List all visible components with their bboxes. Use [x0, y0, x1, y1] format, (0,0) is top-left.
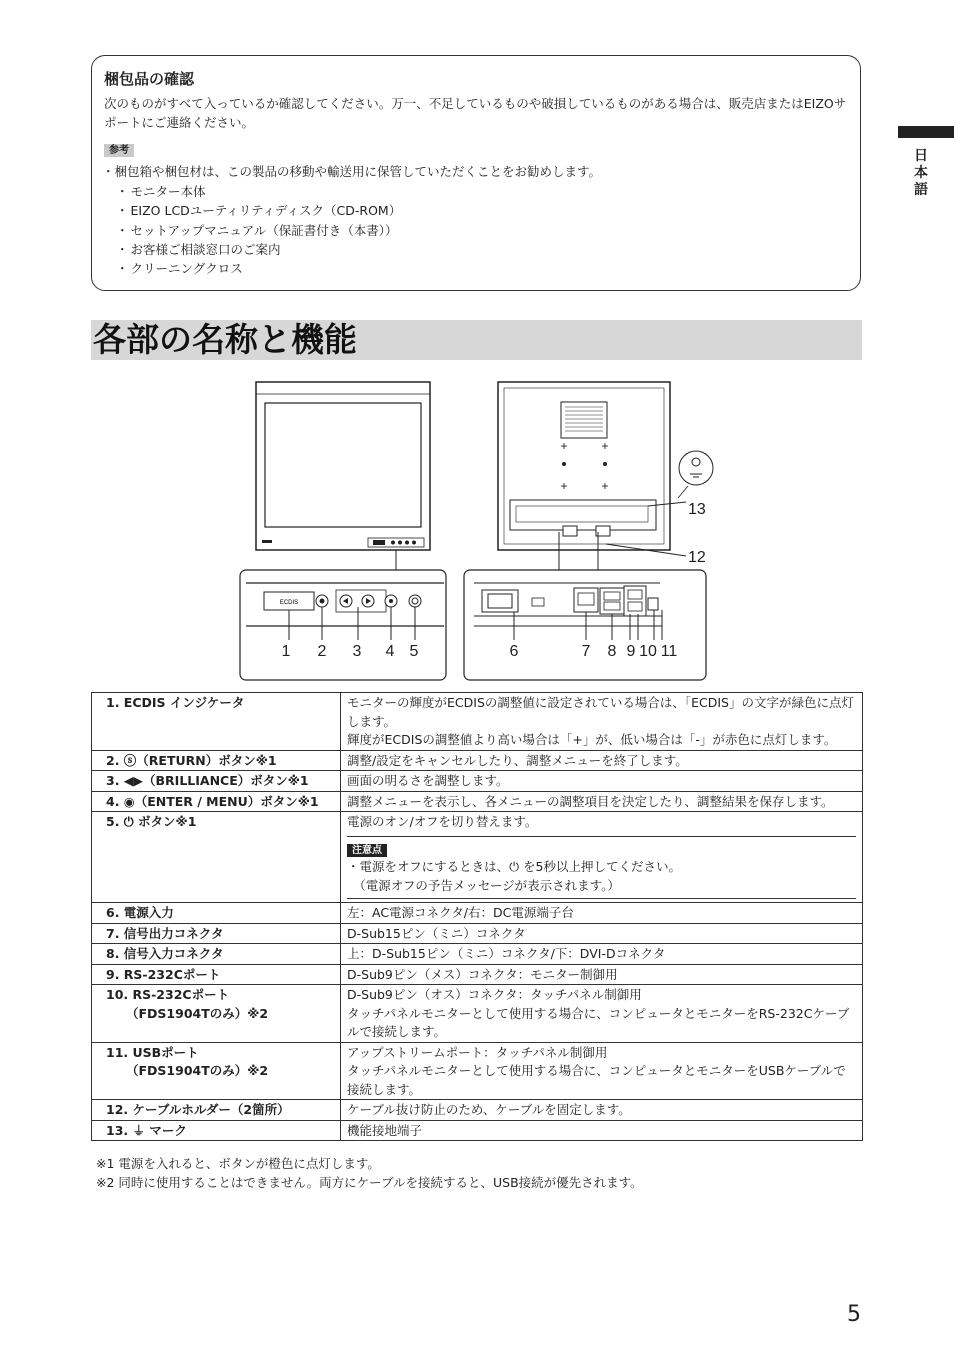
- table-row: [92, 750, 863, 771]
- caution-box: [347, 836, 856, 900]
- callout-10: 10: [639, 643, 657, 660]
- package-item: ・ セットアップマニュアル（保証書付き（本書））: [116, 221, 401, 240]
- callout-11: 11: [660, 643, 678, 660]
- part-name: 3. ◀▶（BRILLIANCE）ボタン※1: [92, 771, 341, 792]
- caution-text: （電源オフの予告メッセージが表示されます。）: [347, 877, 620, 893]
- part-description: [341, 812, 863, 903]
- part-description: ケーブル抜け防止のため、ケーブルを固定します。: [341, 1100, 863, 1121]
- part-name: 12. ケーブルホルダー（2箇所）: [92, 1100, 341, 1121]
- monitor-back-view: [498, 382, 713, 570]
- part-description: 調整/設定をキャンセルしたり、調整メニューを終了します。: [341, 750, 863, 771]
- page-number: 5: [847, 1302, 861, 1327]
- callout-7: 7: [581, 643, 591, 660]
- part-description: 機能接地端子: [341, 1120, 863, 1141]
- part-name: 9. RS-232Cポート: [92, 964, 341, 985]
- callout-13: 13: [688, 501, 706, 518]
- part-name: 13. ⏚ マーク: [92, 1120, 341, 1141]
- parts-table: [91, 692, 863, 1141]
- callout-12: 12: [688, 549, 706, 566]
- part-description: 上：D-Sub15ピン（ミニ）コネクタ/下：DVI-Dコネクタ: [341, 944, 863, 965]
- back-connectors-inset: [464, 570, 706, 680]
- desc-line: 輝度がECDISの調整値より高い場合は「+」が、低い場合は「-」が赤色に点灯します。: [347, 732, 837, 747]
- part-description: 左：AC電源コネクタ/右：DC電源端子台: [341, 903, 863, 924]
- svg-text:+: +: [601, 439, 609, 453]
- desc-line: アップストリームポート：タッチパネル制御用: [347, 1044, 608, 1060]
- note-label: 参考: [104, 144, 134, 157]
- callout-8: 8: [607, 643, 617, 660]
- part-description: 調整メニューを表示し、各メニューの調整項目を決定したり、調整結果を保存します。: [341, 791, 863, 812]
- part-name: [92, 985, 341, 1043]
- part-description: [341, 693, 863, 751]
- desc-line: タッチパネルモニターとして使用する場合に、コンピュータとモニターをUSBケーブルで接続します。: [347, 1063, 846, 1097]
- table-row: [92, 903, 863, 924]
- svg-text:+: +: [560, 479, 568, 493]
- caution-label: 注意点: [347, 844, 387, 857]
- package-item: ・ お客様ご相談窓口のご案内: [116, 240, 401, 259]
- table-row: [92, 1042, 863, 1100]
- footnotes: [96, 1154, 643, 1192]
- package-check-title: 梱包品の確認: [104, 70, 195, 88]
- part-name-line: 11. USBポート: [106, 1044, 199, 1060]
- part-name: 4. ◉（ENTER / MENU）ボタン※1: [92, 791, 341, 812]
- table-row: [92, 944, 863, 965]
- language-tab-bar: [898, 126, 954, 138]
- part-name: 1. ECDIS インジケータ: [92, 693, 341, 751]
- desc-line: D-Sub9ピン（オス）コネクタ：タッチパネル制御用: [347, 987, 642, 1002]
- part-description: [341, 1042, 863, 1100]
- part-name: 5. ⏻ ボタン※1: [92, 812, 341, 903]
- part-name: 7. 信号出力コネクタ: [92, 923, 341, 944]
- monitor-diagram: [238, 378, 718, 684]
- footnote-2: ※2 同時に使用することはできません。両方にケーブルを接続すると、USB接続が優先されます。: [96, 1175, 643, 1190]
- table-row: [92, 1120, 863, 1141]
- callout-6: 6: [509, 643, 519, 660]
- front-controls-inset: [240, 570, 446, 680]
- part-name-line: 10. RS-232Cポート: [106, 987, 230, 1002]
- table-row: [92, 985, 863, 1043]
- callout-3: 3: [352, 643, 362, 660]
- part-name: 6. 電源入力: [92, 903, 341, 924]
- callout-1: 1: [281, 643, 291, 660]
- part-name: 2. ⓢ（RETURN）ボタン※1: [92, 750, 341, 771]
- callout-4: 4: [385, 643, 395, 660]
- part-name: 8. 信号入力コネクタ: [92, 944, 341, 965]
- svg-text:+: +: [560, 439, 568, 453]
- table-row: [92, 1100, 863, 1121]
- monitor-front-view: [256, 382, 430, 570]
- table-row: [92, 771, 863, 792]
- table-row: [92, 923, 863, 944]
- package-check-box: [91, 55, 861, 291]
- desc-line: モニターの輝度がECDISの調整値に設定されている場合は、「ECDIS」の文字が緑色に点灯します。: [347, 695, 854, 729]
- package-item: ・ モニター本体: [116, 182, 401, 201]
- package-check-text: 次のものがすべて入っているか確認してください。万一、不足しているものや破損しているものがある場合は、販売店またはEIZOサポートにご連絡ください。: [104, 96, 847, 130]
- part-name: [92, 1042, 341, 1100]
- callout-9: 9: [626, 643, 636, 660]
- table-row: [92, 791, 863, 812]
- desc-line: 電源のオン/オフを切り替えます。: [347, 814, 538, 829]
- package-items-list: [116, 182, 401, 278]
- part-name-note: （FDS1904Tのみ）※2: [126, 1063, 269, 1078]
- svg-text:+: +: [601, 479, 609, 493]
- package-item: ・ クリーニングクロス: [116, 259, 401, 278]
- part-description: 画面の明るさを調整します。: [341, 771, 863, 792]
- package-item: ・ EIZO LCDユーティリティディスク（CD-ROM）: [116, 201, 401, 220]
- caution-text: ・電源をオフにするときは、⏻ を5秒以上押してください。: [347, 859, 681, 874]
- part-description: D-Sub9ピン（メス）コネクタ：モニター制御用: [341, 964, 863, 985]
- part-description: [341, 985, 863, 1043]
- part-description: D-Sub15ピン（ミニ）コネクタ: [341, 923, 863, 944]
- callout-5: 5: [409, 643, 419, 660]
- footnote-1: ※1 電源を入れると、ボタンが橙色に点灯します。: [96, 1156, 380, 1171]
- part-name-note: （FDS1904Tのみ）※2: [126, 1005, 269, 1021]
- table-row: [92, 693, 863, 751]
- note-text: ・梱包箱や梱包材は、この製品の移動や輸送用に保管していただくことをお勧めします。: [102, 164, 602, 179]
- section-title: 各部の名称と機能: [91, 320, 862, 360]
- table-row: [92, 964, 863, 985]
- ecdis-indicator-label: ECDIS: [279, 600, 299, 606]
- callout-2: 2: [317, 643, 327, 660]
- table-row: [92, 812, 863, 903]
- desc-line: タッチパネルモニターとして使用する場合に、コンピュータとモニターをRS-232Cケーブルで接続します。: [347, 1005, 850, 1039]
- language-tab-label: 日本語: [914, 148, 928, 198]
